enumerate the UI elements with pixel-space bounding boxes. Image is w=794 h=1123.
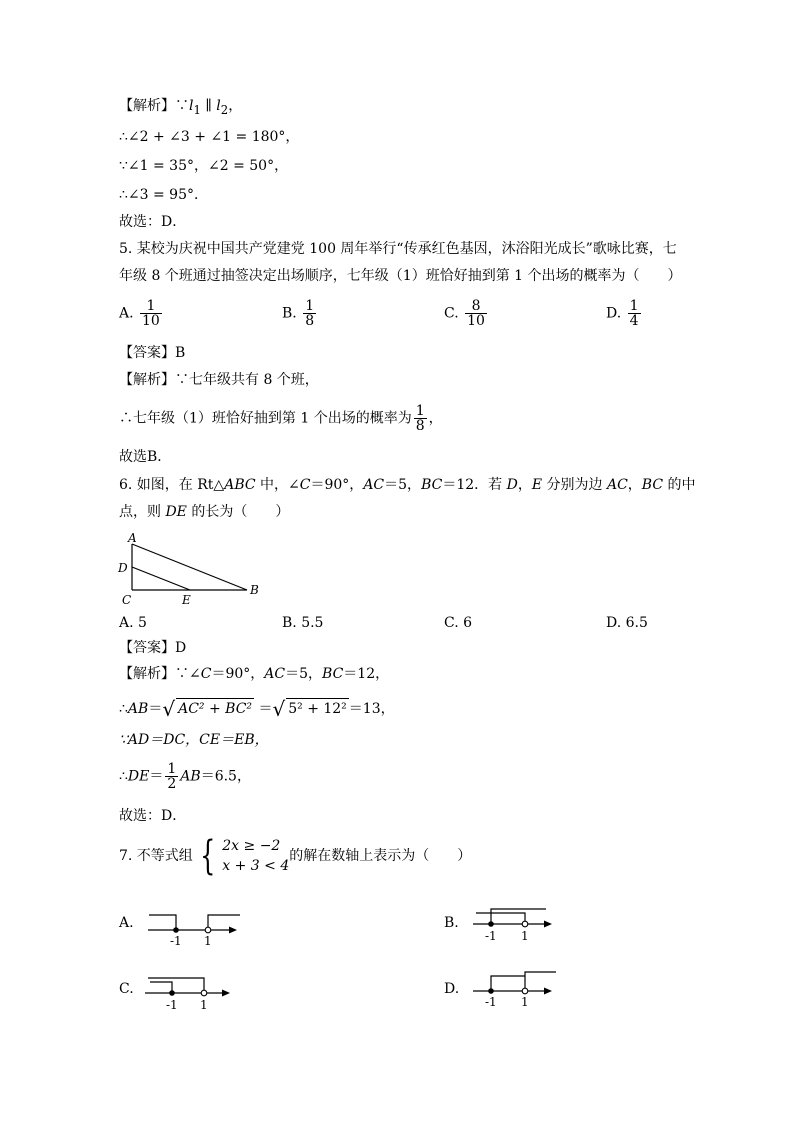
- text: 7. 不等式组: [119, 848, 193, 864]
- text: 中，∠: [255, 477, 300, 493]
- math: AC: [606, 477, 628, 493]
- q5-option-d: [606, 299, 643, 328]
- text: ＝: [254, 701, 273, 717]
- fraction: [628, 299, 641, 328]
- denominator: 2: [167, 776, 177, 792]
- radicand: AC² + BC²: [176, 698, 254, 719]
- math: BC: [322, 666, 344, 682]
- radical-sign: √: [272, 697, 286, 721]
- math: DE: [127, 768, 150, 785]
- inequality-1: 2x ≥ −2: [222, 838, 281, 854]
- tick-label: -1: [166, 998, 178, 1012]
- text: 【解析】∵∠: [119, 666, 201, 682]
- text: ＝6.5，: [200, 768, 251, 785]
- inequality-2: x + 3 < 4: [222, 858, 290, 874]
- analysis-line-3: ∵∠1 = 35°，∠2 = 50°，: [119, 158, 289, 174]
- numerator: 1: [305, 298, 315, 314]
- math: C: [299, 477, 311, 493]
- q6-analysis-3: ∵AD＝DC，CE＝EB，: [119, 732, 269, 748]
- text: ∴: [119, 701, 128, 717]
- tick-label: -1: [170, 934, 182, 948]
- option-label: D.: [606, 305, 622, 322]
- tick-label: 1: [200, 998, 208, 1012]
- vertex-label-d: D: [118, 561, 128, 575]
- option-label: C.: [444, 305, 459, 322]
- tick-label: 1: [521, 995, 529, 1009]
- math: ABC: [224, 477, 256, 493]
- subscript: 1: [193, 102, 201, 117]
- text: ＝: [149, 768, 164, 785]
- q5-choose: 故选B．: [119, 449, 172, 465]
- vertex-label-b: B: [250, 583, 259, 597]
- fraction: [140, 299, 162, 328]
- math: AC: [363, 477, 385, 493]
- denominator: 10: [467, 313, 485, 329]
- tick-label: -1: [485, 995, 497, 1009]
- q6-option-d: D. 6.5: [606, 615, 648, 631]
- numerator: 1: [140, 299, 162, 314]
- number-line-a: [145, 910, 245, 950]
- q5-option-c: [444, 299, 489, 328]
- numerator: 1: [415, 403, 425, 419]
- text: ＝90°，: [310, 477, 364, 493]
- analysis-line-2: ∴∠2 + ∠3 + ∠1 = 180°，: [119, 129, 300, 145]
- denominator: 8: [415, 418, 425, 434]
- q6-analysis-4: [119, 762, 251, 791]
- vertex-label-c: C: [122, 593, 132, 607]
- math: C: [200, 666, 212, 682]
- q6-option-a: A. 5: [119, 615, 147, 631]
- number-line-d: [470, 966, 560, 1012]
- q5-analysis-1: 【解析】∵七年级共有 8 个班，: [119, 372, 319, 388]
- q7-stem: [119, 833, 472, 879]
- q6-answer: 【答案】D: [119, 640, 187, 656]
- option-label: B.: [282, 305, 297, 322]
- math: DE: [165, 504, 187, 520]
- text: ＝5，: [285, 666, 323, 682]
- text: 的解在数轴上表示为（ ）: [289, 848, 472, 864]
- math: AB: [127, 701, 149, 717]
- q5-line-1: 5. 某校为庆祝中国共产党建党 100 周年举行“传承红色基因，沐浴阳光成长”歌咏比赛，七: [119, 241, 677, 257]
- punct: ，: [428, 410, 443, 427]
- denominator: 8: [305, 313, 315, 329]
- number-line-c: [140, 970, 240, 1014]
- q5-option-b: [282, 299, 318, 328]
- text: ＝12，: [343, 666, 390, 682]
- text: 点，则: [119, 504, 166, 520]
- analysis-line-4: ∴∠3 = 95°．: [119, 187, 208, 203]
- q6-option-b: B. 5.5: [282, 615, 324, 631]
- fraction: [465, 299, 487, 328]
- triangle-figure: [115, 530, 265, 608]
- denominator: 4: [629, 313, 639, 329]
- analysis-text: ∴七年级（1）班恰好抽到第 1 个出场的概率为: [119, 410, 412, 427]
- math: D: [506, 477, 518, 493]
- fraction: [414, 404, 427, 433]
- text: 的中: [663, 477, 696, 493]
- q7-option-a-label: A.: [119, 915, 134, 931]
- math: E: [531, 477, 543, 493]
- text: 的长为（ ）: [186, 504, 290, 520]
- parallel-symbol: ∥: [200, 98, 217, 114]
- q7-option-c-label: C.: [119, 981, 134, 997]
- text: 分别为边: [542, 477, 607, 493]
- q7-option-d-label: D.: [444, 981, 460, 997]
- fraction: [165, 762, 178, 791]
- numerator: 8: [465, 299, 487, 314]
- text: ，: [627, 477, 642, 493]
- q5-answer: 【答案】B: [119, 345, 186, 361]
- text: ＝: [148, 701, 163, 717]
- q5-option-a: [119, 299, 164, 328]
- q7-option-b-label: B.: [444, 915, 459, 931]
- denominator: 10: [142, 313, 160, 329]
- text: ＝13，: [348, 701, 395, 717]
- q6-analysis-2: [119, 698, 395, 719]
- q6-choose: 故选：D．: [119, 808, 187, 824]
- text: 6. 如图，在 Rt△: [119, 477, 225, 493]
- number-line-b: [470, 900, 560, 948]
- inequality-system: [222, 836, 289, 876]
- var-l: l: [216, 98, 221, 114]
- math: AB: [180, 768, 201, 785]
- q6-analysis-1: [119, 664, 389, 684]
- math: AC: [264, 666, 286, 682]
- punct: ，: [228, 98, 243, 114]
- q6-line-1: [119, 475, 696, 495]
- vertex-label-e: E: [182, 593, 191, 607]
- tick-label: 1: [204, 934, 212, 948]
- q5-line-2: 年级 8 个班通过抽签决定出场顺序，七年级（1）班恰好抽到第 1 个出场的概率为（ ）: [119, 268, 682, 284]
- choose-line: 故选：D．: [119, 214, 187, 230]
- fraction: [303, 299, 316, 328]
- text: ＝12．若: [442, 477, 507, 493]
- tick-label: 1: [521, 929, 529, 943]
- var-l: l: [189, 98, 194, 114]
- subscript: 2: [220, 102, 229, 117]
- analysis-line-1: [119, 96, 242, 120]
- math: BC: [641, 477, 664, 493]
- radicand: 5² + 12²: [286, 698, 349, 719]
- option-label: A.: [119, 305, 134, 322]
- vertex-label-a: A: [128, 531, 137, 545]
- text: ，: [517, 477, 532, 493]
- math: BC: [421, 477, 443, 493]
- q6-option-c: C. 6: [444, 615, 473, 631]
- brace: {: [199, 833, 216, 879]
- analysis-label: 【解析】∵: [119, 98, 189, 114]
- q6-line-2: [119, 502, 289, 522]
- text: ∴: [119, 768, 128, 785]
- text: ＝5，: [384, 477, 422, 493]
- tick-label: -1: [485, 929, 497, 943]
- numerator: 1: [629, 298, 639, 314]
- numerator: 1: [167, 761, 177, 777]
- q5-analysis-2: [119, 404, 443, 433]
- text: ＝90°，: [211, 666, 265, 682]
- radical-sign: √: [162, 697, 176, 721]
